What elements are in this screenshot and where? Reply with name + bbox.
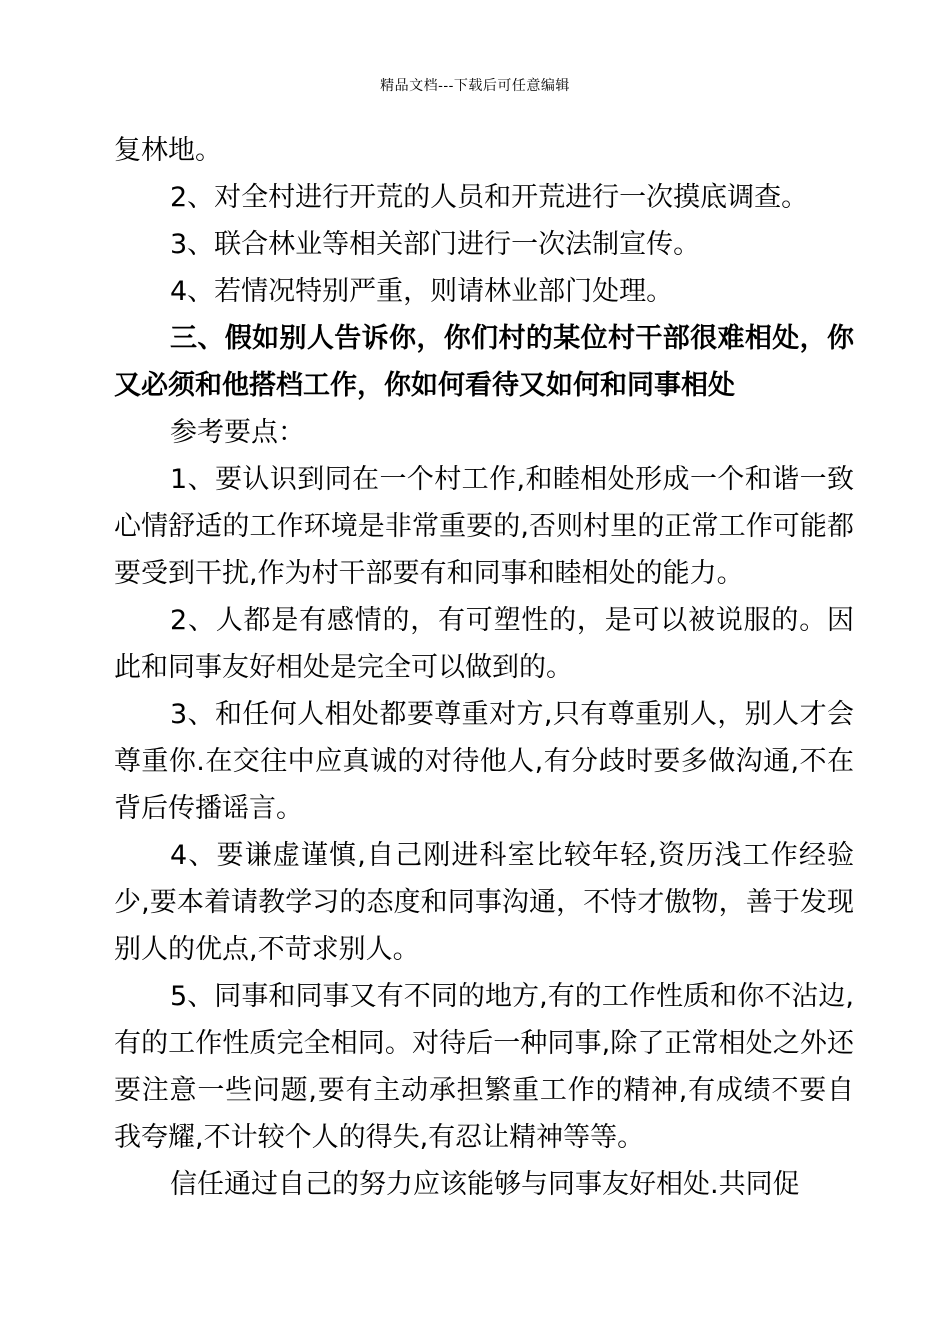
paragraph: 3、联合林业等相关部门进行一次法制宣传。 <box>170 229 701 260</box>
section-heading: 三、假如别人告诉你，你们村的某位村干部很难相处，你又必须和他搭档工作，你如何看待又如何和同事相处 <box>114 323 854 401</box>
paragraph: 参考要点： <box>170 417 305 448</box>
paragraph: 5、同事和同事又有不同的地方,有的工作性质和你不沾边,有的工作性质完全相同。对待后一种同事,除了正常相处之外还要注意一些问题,要有主动承担繁重工作的精神,有成绩不要自我夸耀,不计较个人的得失,有忍让精神等等。 <box>114 981 854 1153</box>
paragraph: 1、要认识到同在一个村工作,和睦相处形成一个和谐一致心情舒适的工作环境是非常重要的,否则村里的正常工作可能都要受到干扰,作为村干部要有和同事和睦相处的能力。 <box>114 464 854 589</box>
document-body <box>114 127 854 1208</box>
paragraph: 3、和任何人相处都要尊重对方,只有尊重别人，别人才会尊重你.在交往中应真诚的对待他人,有分歧时要多做沟通,不在背后传播谣言。 <box>114 699 854 824</box>
paragraph: 4、若情况特别严重，则请林业部门处理。 <box>170 276 674 307</box>
paragraph: 4、要谦虚谨慎,自己刚进科室比较年轻,资历浅工作经验少,要本着请教学习的态度和同事沟通，不恃才傲物，善于发现别人的优点,不苛求别人。 <box>114 840 854 965</box>
paragraph: 2、对全村进行开荒的人员和开荒进行一次摸底调查。 <box>170 182 809 213</box>
paragraph: 2、人都是有感情的，有可塑性的，是可以被说服的。因此和同事友好相处是完全可以做到的。 <box>114 605 854 683</box>
paragraph: 复林地。 <box>114 135 222 166</box>
page-header: 精品文档---下载后可任意编辑 <box>380 78 570 94</box>
paragraph: 信任通过自己的努力应该能够与同事友好相处.共同促 <box>170 1169 800 1200</box>
